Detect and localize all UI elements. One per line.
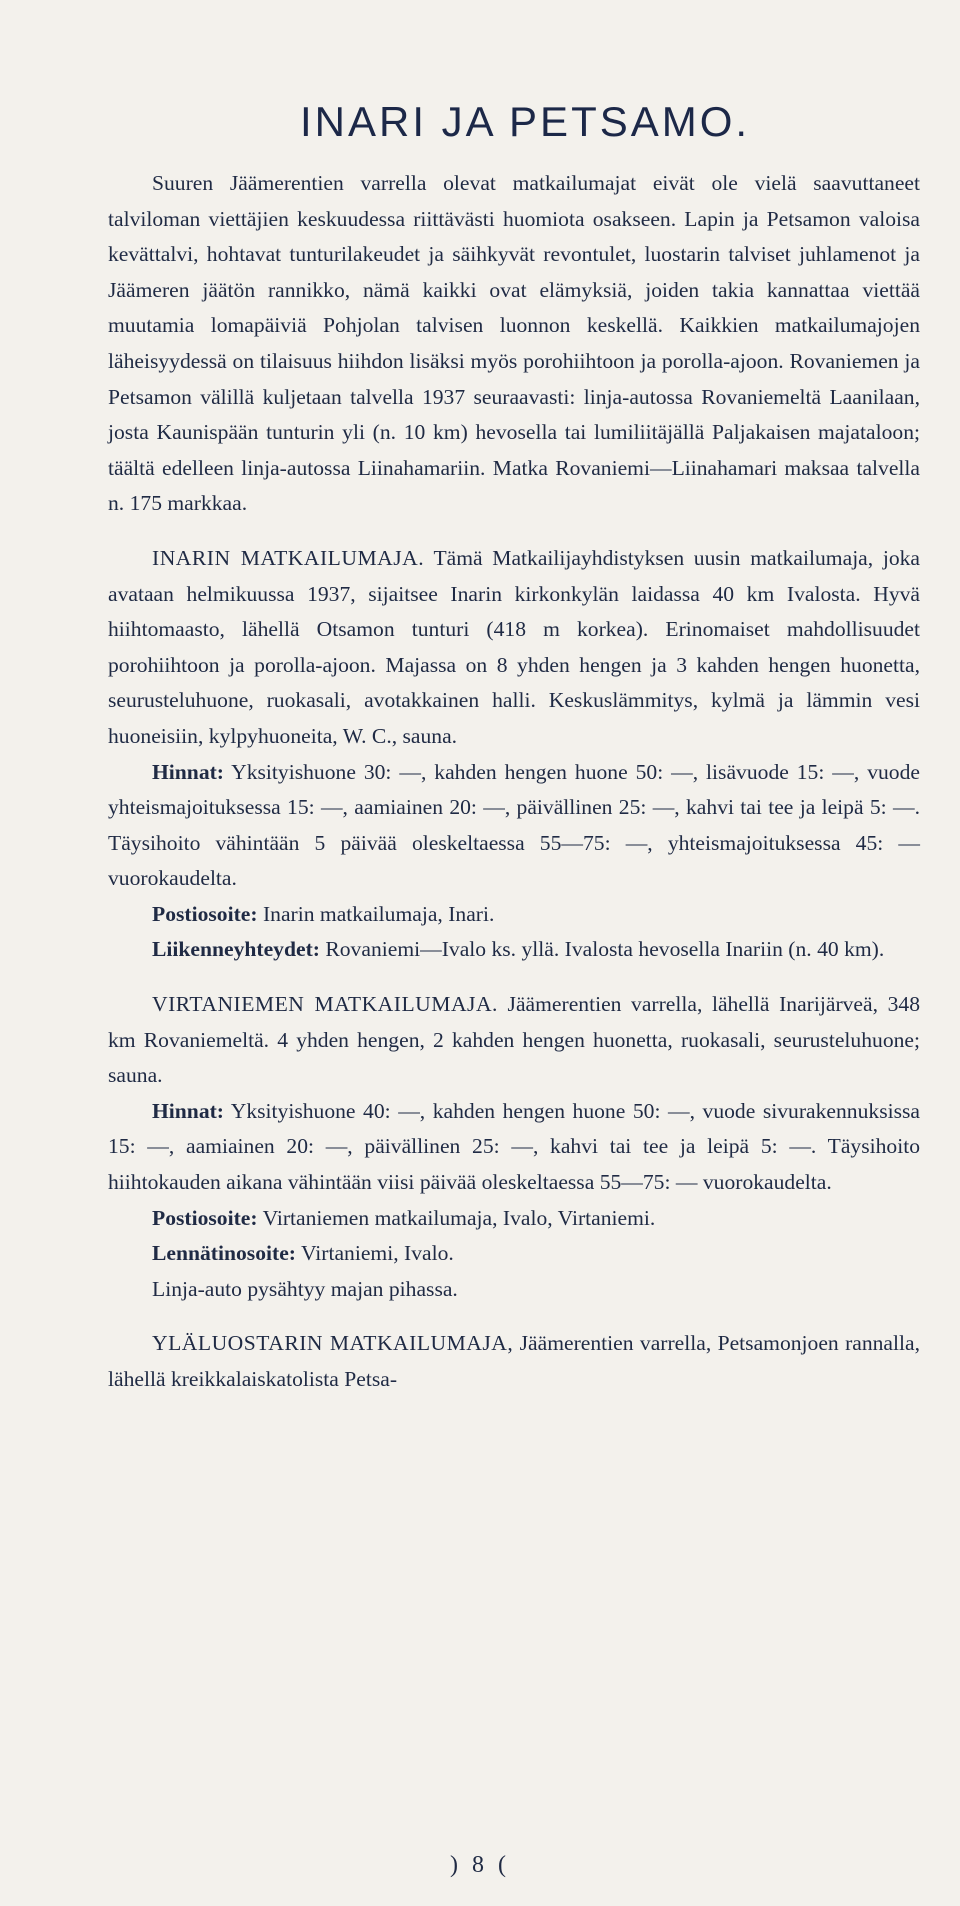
page-number: ) 8 ( bbox=[450, 1852, 510, 1878]
ylaluostari-heading: YLÄLUOSTARIN MATKAILUMAJA, bbox=[152, 1331, 514, 1356]
ylaluostari-paragraph bbox=[108, 1326, 920, 1397]
virtaniemi-telegraph: Virtaniemi, Ivalo. bbox=[300, 1241, 454, 1266]
virtaniemi-post-paragraph bbox=[108, 1201, 920, 1237]
virtaniemi-bus-paragraph: Linja-auto pysähtyy majan pihassa. bbox=[152, 1276, 458, 1301]
inari-traffic-label: Liikenneyhteydet: bbox=[152, 937, 320, 962]
page-title: INARI JA PETSAMO. bbox=[300, 98, 751, 145]
virtaniemi-prices-label: Hinnat: bbox=[152, 1098, 224, 1123]
virtaniemi-prices: Yksityishuone 40: —, kahden hengen huone 50: —, vuode sivurakennuksissa 15: —, aamiainen 20: —, päivällinen 25: —, kahvi tai tee ja leipä 5: —. Täysihoito hiihtokauden aikana vähintään viisi päivää oleskeltaessa 55—75: — vuorokaudelta. bbox=[108, 1098, 920, 1195]
virtaniemi-telegraph-paragraph bbox=[108, 1236, 920, 1272]
inari-prices-label: Hinnat: bbox=[152, 759, 224, 784]
inari-traffic-paragraph bbox=[108, 932, 920, 968]
inari-text: Tämä Matkailijayhdistyksen uusin matkailumaja, joka avataan helmikuussa 1937, sijaitsee Inarin kirkonkylän laidassa 40 km Ivalosta. Hyvä hiihtomaasto, lähellä Otsamon tunturi (418 m korkea). Erinomaiset mahdollisuudet porohiihtoon ja porolla-ajoon. Majassa on 8 yhden hengen ja 3 kahden hengen huonetta, seurusteluhuone, ruokasali, avotakkainen halli. Keskuslämmitys, kylmä ja lämmin vesi huoneisiin, kylpyhuoneita, W. C., sauna. bbox=[108, 545, 920, 748]
intro-paragraph: Suuren Jäämerentien varrella olevat matkailumajat eivät ole vielä saavuttaneet talviloman viettäjien keskuudessa riittävästi huomiota osakseen. Lapin ja Petsamon valoisa kevättalvi, hohtavat tunturilakeudet ja säihkyvät revontulet, luostarin talviset juhlamenot ja Jäämeren jäätön rannikko, nämä kaikki ovat elämyksiä, joiden takia kannattaa viettää muutamia lomapäiviä Pohjolan talvisen luonnon keskellä. Kaikkien matkailumajojen läheisyydessä on tilaisuus hiihdon lisäksi myös porohiihtoon ja porolla-ajoon. Rovaniemen ja Petsamon välillä kuljetaan talvella 1937 seuraavasti: linja-autossa Rovaniemeltä Laanilaan, josta Kaunispään tunturin yli (n. 10 km) hevosella tai lumiliitäjällä Paljakaisen majataloon; täältä edelleen linja-autossa Liinahamariin. Matka Rovaniemi—Liinahamari maksaa talvella n. 175 markkaa. bbox=[108, 171, 920, 516]
document-body bbox=[108, 166, 920, 1398]
inari-post-paragraph bbox=[108, 897, 920, 933]
inari-prices-paragraph bbox=[108, 755, 920, 897]
virtaniemi-telegraph-label: Lennätinosoite: bbox=[152, 1241, 296, 1266]
inari-paragraph bbox=[108, 541, 920, 755]
ylaluostari-text: Jäämerentien varrella, Petsamonjoen rannalla, lähellä kreikkalaiskatolista Petsa- bbox=[108, 1331, 921, 1391]
inari-heading: INARIN MATKAILUMAJA. bbox=[152, 545, 425, 570]
virtaniemi-text: Jäämerentien varrella, lähellä Inarijärveä, 348 km Rovaniemeltä. 4 yhden hengen, 2 kahden hengen huonetta, ruokasali, seurusteluhuone; sauna. bbox=[108, 992, 920, 1088]
inari-post-label: Postiosoite: bbox=[152, 901, 258, 926]
virtaniemi-paragraph bbox=[108, 987, 920, 1094]
virtaniemi-heading: VIRTANIEMEN MATKAILUMAJA. bbox=[152, 992, 498, 1017]
inari-prices: Yksityishuone 30: —, kahden hengen huone 50: —, lisävuode 15: —, vuode yhteismajoituksessa 15: —, aamiainen 20: —, päivällinen 25: —, kahvi tai tee ja leipä 5: —. Täysihoito vähintään 5 päivää oleskeltaessa 55—75: —, yhteismajoituksessa 45: — vuorokaudelta. bbox=[108, 759, 920, 891]
inari-post: Inarin matkailumaja, Inari. bbox=[262, 901, 495, 926]
inari-traffic: Rovaniemi—Ivalo ks. yllä. Ivalosta hevosella Inariin (n. 40 km). bbox=[325, 937, 885, 962]
virtaniemi-post-label: Postiosoite: bbox=[152, 1205, 258, 1230]
virtaniemi-post: Virtaniemen matkailumaja, Ivalo, Virtaniemi. bbox=[262, 1205, 656, 1230]
virtaniemi-prices-paragraph bbox=[108, 1094, 920, 1201]
